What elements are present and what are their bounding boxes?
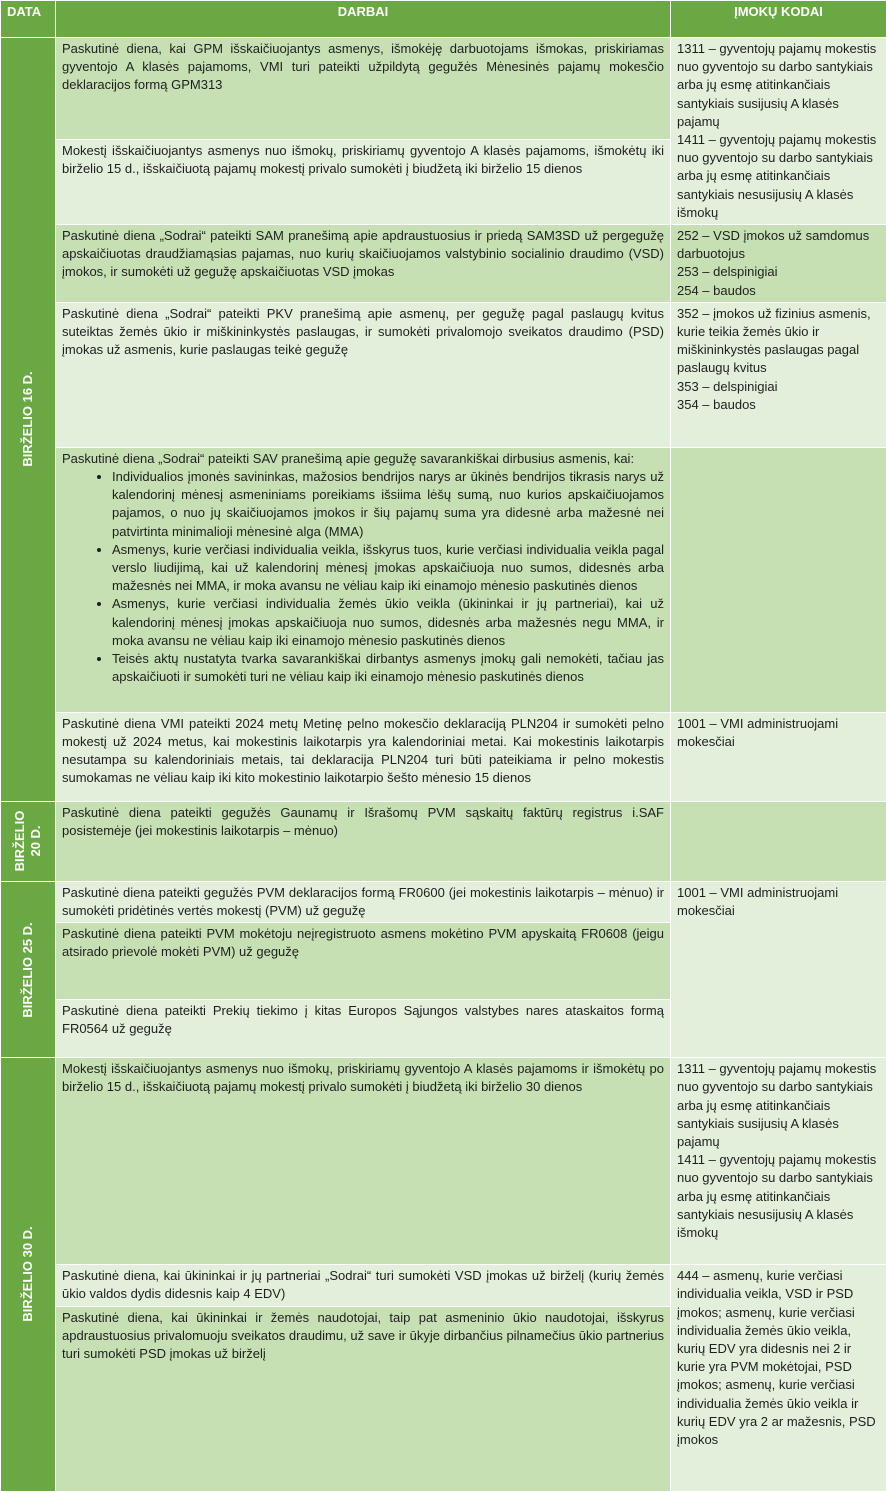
date-label-line2: 20 D.	[28, 826, 43, 857]
date-cell-jun30	[1, 1058, 56, 1491]
table-row	[1, 881, 886, 922]
table-row	[1, 302, 886, 447]
task-text: Paskutinė diena „Sodrai“ pateikti SAM pranešimą apie apdraustuosius ir priedą SAM3SD už pergegužę apskaičiuotas draudžiamąsias pajamas, nuo kurių skaičiuojamos valstybinio socialinio draudimo (VSD) įmokos, ir sumokėti už gegužę apskaičiuotas VSD įmokas	[62, 227, 664, 282]
date-cell-jun16	[1, 38, 56, 802]
task-text: Paskutinė diena „Sodrai“ pateikti SAV pranešimą apie gegužę savarankiškai dirbusius asmenis, kai:	[62, 450, 664, 468]
date-label	[12, 811, 44, 872]
task-text: Paskutinė diena, kai GPM išskaičiuojantys asmenys, išmokėję darbuotojams išmokas, priskiriamas gyventojo A klasės pajamoms, VMI turi pateikti užpildytą gegužės Mėnesinės pajamų mokesčio deklaracijos formą GPM313	[62, 40, 664, 95]
codes-cell	[671, 447, 886, 712]
task-text: Mokestį išskaičiuojantys asmenys nuo išmokų, priskiriamų gyventojo A klasės pajamoms ir išmokėtų po birželio 15 d., išskaičiuotą pajamų mokestį privalo sumokėti į biudžetą iki birželio 30 dienos	[62, 1060, 664, 1096]
date-label: BIRŽELIO 30 D.	[20, 1227, 36, 1322]
task-text: Mokestį išskaičiuojantys asmenys nuo išmokų, priskiriamų gyventojo A klasės pajamoms, išmokėtų iki birželio 15 d., išskaičiuotą pajamų mokestį privalo sumokėti į biudžetą iki birželio 15 dienos	[62, 142, 664, 178]
codes-cell: 352 – įmokos už fizinius asmenis, kurie teikia žemės ūkio ir miškininkystės paslaugas pagal paslaugų kvitus 353 – delspinigiai 354 – baudos	[671, 302, 886, 447]
codes-cell: 252 – VSD įmokos už samdomus darbuotojus 253 – delspinigiai 254 – baudos	[671, 225, 886, 303]
task-cell	[56, 923, 671, 1000]
task-cell	[56, 1000, 671, 1058]
list-item: • Asmenys, kurie verčiasi individualia žemės ūkio veikla (ūkininkai ir jų partneriai), kai už kalendorinį mėnesį įmokas apskaičiuoja nuo sumos, didesnės arba mažesnės negu MMA, ir moka avansu ne vėliau kaip iki einamojo mėnesio paskutinės dienos	[112, 595, 664, 650]
date-label: BIRŽELIO 16 D.	[20, 372, 36, 467]
bullet-list	[62, 468, 664, 686]
codes-cell: 1311 – gyventojų pajamų mokestis nuo gyventojo su darbo santykiais arba jų esmę atitinkančiais santykiais susijusių A klasės pajamų 1411 – gyventojų pajamų mokestis nuo gyventojo su darbo santykiais arba jų esmę atitinkančiais santykiais nesusijusių A klasės išmokų	[671, 1058, 886, 1265]
task-text: Paskutinė diena pateikti gegužės PVM deklaracijos formą FR0600 (jei mokestinis laikotarpis – mėnuo) ir sumokėti pridėtinės vertės mokestį (PVM) už gegužę	[62, 884, 664, 920]
list-item: • Asmenys, kurie verčiasi individualia veikla, išskyrus tuos, kurie verčiasi individualia veikla pagal verslo liudijimą, kai už kalendorinį mėnesį įmokas apskaičiuoja nuo sumos, didesnės arba mažesnės nei MMA, ir moka avansu ne vėliau kaip iki einamojo mėnesio paskutinės dienos	[112, 541, 664, 596]
codes-cell: 1001 – VMI administruojami mokesčiai	[671, 712, 886, 801]
header-work: DARBAI	[56, 1, 671, 38]
task-cell	[56, 38, 671, 140]
table-row	[1, 225, 886, 303]
task-text: Paskutinė diena VMI pateikti 2024 metų Metinę pelno mokesčio deklaraciją PLN204 ir sumokėti pelno mokestį už 2024 metus, kai mokestinis laikotarpis yra kalendoriniai metai. Kai mokestinis laikotarpis nesutampa su kalendoriniais metais, tai deklaracija PLN204 turi būti pateikiama ir pelno mokestis sumokamas ne vėliau kaip iki kito mokestinio laikotarpio šešto mėnesio 15 dienos	[62, 715, 664, 788]
task-cell	[56, 302, 671, 447]
table-row	[1, 447, 886, 712]
table-row	[1, 1265, 886, 1306]
header-codes: ĮMOKŲ KODAI	[671, 1, 886, 38]
date-cell-jun20	[1, 801, 56, 881]
task-text: Paskutinė diena pateikti Prekių tiekimo į kitas Europos Sąjungos valstybes nares ataskaitos formą FR0564 už gegužę	[62, 1002, 664, 1038]
list-item: • Individualios įmonės savininkas, mažosios bendrijos narys ar ūkinės bendrijos tikrasis narys už kalendorinį mėnesį asmeniniams poreikiams išsiima lėšų sumą, nuo kurios apskaičiuojamos pajamos, o nuo jų skaičiuojamos įmokos ir šių pajamų suma yra didesnė arba mažesnė nei patvirtinta minimalioji mėnesinė alga (MMA)	[112, 468, 664, 541]
date-label-line1: BIRŽELIO	[12, 811, 27, 872]
task-cell	[56, 1306, 671, 1491]
task-text: Paskutinė diena pateikti PVM mokėtoju neįregistruoto asmens mokėtino PVM apyskaitą FR0608 (jeigu atsirado prievolė mokėti PVM) už gegužę	[62, 925, 664, 961]
task-cell	[56, 225, 671, 303]
codes-cell: 1001 – VMI administruojami mokesčiai	[671, 881, 886, 1057]
task-cell	[56, 712, 671, 801]
codes-cell	[671, 801, 886, 881]
list-item: • Teisės aktų nustatyta tvarka savarankiškai dirbantys asmenys įmokų gali nemokėti, tačiau jas apskaičiuoti ir sumokėti turi ne vėliau kaip iki einamojo mėnesio paskutinės dienos	[112, 650, 664, 686]
codes-cell: 444 – asmenų, kurie verčiasi individualia veikla, VSD ir PSD įmokos; asmenų, kurie verčiasi individualia žemės ūkio veikla, kurių EDV yra didesnis nei 2 ir kurie yra PVM mokėtojai, PSD įmokos; asmenų, kurie verčiasi individualia žemės ūkio veikla ir kurių EDV yra 2 ar mažesnis, PSD įmokos	[671, 1265, 886, 1491]
date-cell-jun25	[1, 881, 56, 1057]
table-row	[1, 38, 886, 140]
task-cell	[56, 801, 671, 881]
task-text: Paskutinė diena, kai ūkininkai ir žemės naudotojai, taip pat asmeninio ūkio naudotojai, išskyrus apdraustuosius privalomuoju sveikatos draudimu, už save ir ūkyje dirbančius pilnamečius ūkio partnerius turi sumokėti PSD įmokas už birželį	[62, 1309, 664, 1364]
header-row	[1, 1, 886, 38]
task-text: Paskutinė diena „Sodrai“ pateikti PKV pranešimą apie asmenų, per gegužę pagal paslaugų kvitus suteiktas žemės ūkio ir miškininkystės paslaugas, ir sumokėti privalomojo sveikatos draudimo (PSD) įmokas už asmenis, kurie paslaugas teikė gegužę	[62, 305, 664, 360]
task-cell	[56, 139, 671, 224]
task-text: Paskutinė diena, kai ūkininkai ir jų partneriai „Sodrai“ turi sumokėti VSD įmokas už birželį (kurių žemės ūkio valdos dydis didesnis kaip 4 EDV)	[62, 1267, 664, 1303]
task-cell	[56, 1265, 671, 1306]
task-text: Paskutinė diena pateikti gegužės Gaunamų ir Išrašomų PVM sąskaitų faktūrų registrus i.SAF posistemėje (jei mokestinis laikotarpis – mėnuo)	[62, 804, 664, 840]
task-cell	[56, 447, 671, 712]
date-label: BIRŽELIO 25 D.	[20, 922, 36, 1017]
table-row	[1, 801, 886, 881]
task-cell	[56, 881, 671, 922]
table-row	[1, 1058, 886, 1265]
header-date: DATA	[1, 1, 56, 38]
table-row	[1, 712, 886, 801]
task-cell	[56, 1058, 671, 1265]
codes-cell: 1311 – gyventojų pajamų mokestis nuo gyventojo su darbo santykiais arba jų esmę atitinkančiais santykiais susijusių A klasės pajamų 1411 – gyventojų pajamų mokestis nuo gyventojo su darbo santykiais arba jų esmę atitinkančiais santykiais nesusijusių A klasės išmokų	[671, 38, 886, 225]
